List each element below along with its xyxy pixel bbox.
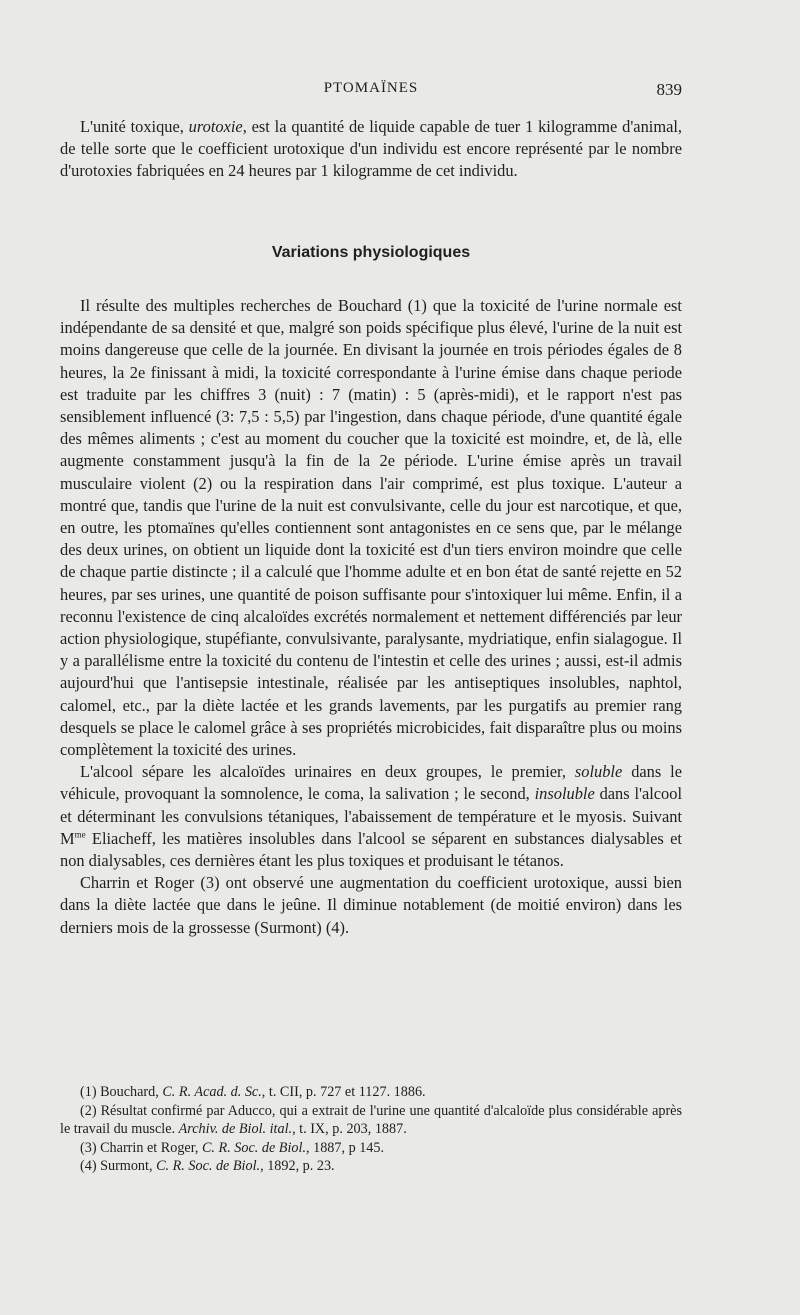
page-number: 839 [656,80,682,99]
p2-superscript: me [74,829,86,840]
footnote: (4) Surmont, C. R. Soc. de Biol., 1892, p. 23. [80,1158,335,1174]
p2-part3: dans l'alcool et déterminant les convulsions tétaniques, l'abaissement de température et le myosis. Suivant M [60,784,682,848]
footnote-citation: C. R. Acad. d. Sc. [162,1084,262,1100]
section-heading: Variations physiologiques [271,244,471,261]
page-header [60,80,682,106]
footnote: (2) Résultat confirmé par Aducco, qui a extrait de l'urine une quantité d'alcaloïde plus considérable après le travail du muscle. Archiv. de Biol. ital., t. IX, p. 203, 1887. [60,1102,682,1137]
p2-part1: L'alcool sépare les alcaloïdes urinaires en deux groupes, le premier, [80,762,575,782]
p2-part2: dans le véhicule, provoquant la somnolence, le coma, la salivation ; le second, [60,762,682,804]
footnote-citation: C. R. Soc. de Biol. [201,1139,306,1156]
intro-paragraph [60,116,682,183]
footnote: (3) Charrin et Roger, C. R. Soc. de Biol., 1887, p 145. [80,1139,385,1156]
term-urotoxie: urotoxie [188,117,243,136]
term-soluble: soluble [574,762,623,782]
intro-text-start: L'unité toxique, [80,117,189,136]
footnotes [60,1083,682,1176]
body-text [60,295,682,939]
running-title: PTOMAÏNES [323,80,419,96]
p2-part4: Eliacheff, les matières insolubles dans l'alcool se séparent en substances dialysables et non dialysables, ces dernières étant les plus toxiques et produisant le tétanos. [60,828,682,871]
footnote-citation: C. R. Soc. de Biol. [156,1158,261,1174]
intro-text-end: , est la quantité de liquide capable de tuer 1 kilogramme d'animal, de telle sorte que le coefficient urotoxique d'un individu est encore représenté par le nombre d'urotoxies fabriquées en 24 heures par 1 kilogramme de cet individu. [60,117,682,181]
paragraph-bouchard: Il résulte des multiples recherches de Bouchard (1) que la toxicité de l'urine normale est indépendante de sa densité et que, malgré son poids spécifique plus élevé, l'urine de la nuit est moins dangereuse que celle de la journée. En divisant la journée en trois périodes égales de 8 heures, la 2e finissant à midi, la toxicité correspondante à l'urine émise dans chaque periode est traduite par les chiffres 3 (nuit) : 7 (matin) : 5 (après-midi), et le rapport n'est pas sensiblement influencé (3: 7,5 : 5,5) par l'ingestion, dans chaque période, d'une quantité égale des mêmes aliments ; c'est au moment du coucher que la toxicité est moindre, et, de là, elle augmente constamment jusqu'à la fin de la 2e période. L'urine émise après un travail musculaire violent (2) ou la respiration dans l'air comprimé, est plus toxique. L'auteur a montré que, tandis que l'urine de la nuit est convulsivante, celle du jour est narcotique, et que, en outre, les ptomaïnes qu'elles contiennent sont antagonistes en ce sens que, par le mélange des deux urines, on obtient un liquide dont la toxicité est d'un tiers environ moindre que celle de chaque partie distincte ; il a calculé que l'homme adulte et en bon état de santé rejette en 52 heures, par ses urines, une quantité de poison suffisante pour s'intoxiquer lui même. Enfin, il a reconnu l'existence de cinq alcaloïdes excrétés normalement et nettement différenciés par leur action physiologique, stupéfiante, convulsivante, paralysante, mydriatique, enfin sialagogue. Il y a parallélisme entre la toxicité du contenu de l'intestin et celle des urines ; aussi, est-il admis aujourd'hui que l'antisepsie intestinale, réalisée par les antiseptiques insolubles, naphtol, calomel, etc., par la diète lactée et les grands lavements, par les purgatifs au premier rang desquels se place le calomel grâce à ses propriétés microbicides, fait disparaître plus ou moins complètement la toxicité des urines. [60,296,682,760]
footnote-citation: Archiv. de Biol. ital. [178,1121,293,1137]
term-insoluble: insoluble [534,784,595,804]
footnote: (1) Bouchard, C. R. Acad. d. Sc., t. CII, p. 727 et 1127. 1886. [80,1084,426,1100]
paragraph-alcool [60,761,682,872]
paragraph-charrin: Charrin et Roger (3) ont observé une augmentation du coefficient urotoxique, aussi bien dans la diète lactée que dans le jeûne. Il diminue notablement (de moitié environ) dans les derniers mois de la grossesse (Surmont) (4). [60,873,682,937]
